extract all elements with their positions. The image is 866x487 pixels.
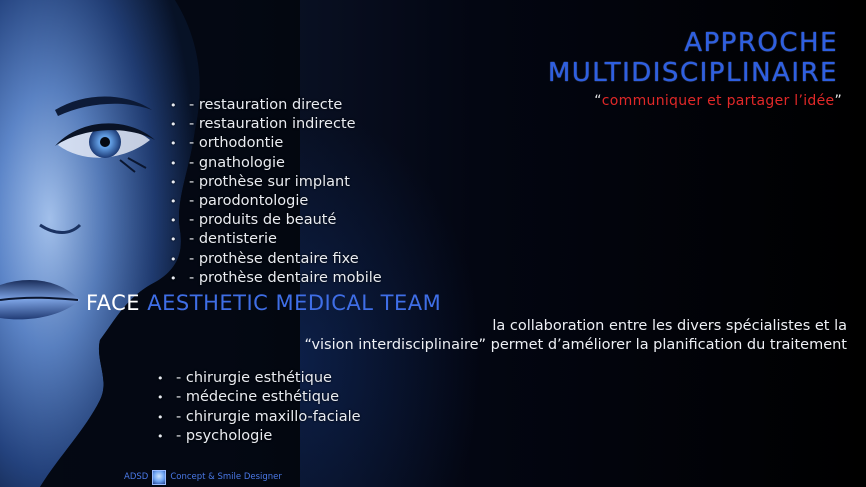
list-item-text: - chirurgie maxillo-faciale <box>176 408 361 425</box>
smile-logo-icon <box>152 470 166 485</box>
bullet: • <box>157 410 164 424</box>
list-item-text: - chirurgie esthétique <box>176 370 332 386</box>
bullet: • <box>157 430 164 444</box>
list-item-text: - gnathologie <box>189 154 285 171</box>
collaboration-line-1: la collaboration entre les divers spécialistes et la <box>492 318 847 334</box>
medical-specialties-list <box>157 369 361 447</box>
list-item <box>170 211 382 230</box>
bullet: • <box>170 271 177 285</box>
bullet: • <box>170 195 177 209</box>
bullet: • <box>170 137 177 151</box>
bullet: • <box>170 156 177 170</box>
tagline <box>594 93 842 109</box>
list-item-text: - dentisterie <box>189 231 277 248</box>
tagline-open-quote: “ <box>594 93 602 109</box>
bullet: • <box>170 99 177 112</box>
list-item-text: - médecine esthétique <box>176 389 340 406</box>
bullet: • <box>170 118 177 132</box>
bullet: • <box>157 391 164 405</box>
tagline-close-quote: ” <box>834 93 842 109</box>
team-accent: AESTHETIC MEDICAL TEAM <box>147 291 442 315</box>
list-item <box>170 250 382 269</box>
tagline-text: communiquer et partager l’idée <box>601 93 835 109</box>
list-item-text: - prothèse dentaire fixe <box>189 250 359 267</box>
bullet: • <box>170 214 177 228</box>
list-item <box>170 192 382 211</box>
bullet: • <box>157 372 164 385</box>
list-item-text: - parodontologie <box>189 193 309 210</box>
list-item <box>170 96 382 115</box>
bullet: • <box>170 175 177 189</box>
list-item <box>170 134 382 153</box>
collaboration-line-2: “vision interdisciplinaire” permet d’améliorer la planification du traitement <box>304 337 847 353</box>
list-item <box>170 269 382 288</box>
list-item <box>157 427 361 446</box>
list-item <box>157 388 361 407</box>
footer-tagline: Concept & Smile Designer <box>170 472 282 482</box>
list-item-text: - restauration directe <box>189 97 343 113</box>
list-item-text: - restauration indirecte <box>189 116 356 133</box>
list-item <box>157 369 361 388</box>
title-line-1: APPROCHE <box>684 28 838 58</box>
footer <box>124 470 282 484</box>
list-item <box>170 154 382 173</box>
list-item <box>170 230 382 249</box>
list-item-text: - prothèse sur implant <box>189 173 350 190</box>
list-item <box>157 408 361 427</box>
list-item-text: - psychologie <box>176 428 273 445</box>
list-item-text: - orthodontie <box>189 135 284 152</box>
footer-brand: ADSD <box>124 472 149 482</box>
title-line-2: MULTIDISCIPLINAIRE <box>547 58 838 88</box>
team-prefix: FACE <box>86 291 141 315</box>
list-item <box>170 115 382 134</box>
list-item <box>170 173 382 192</box>
bullet: • <box>170 252 177 266</box>
list-item-text: - prothèse dentaire mobile <box>189 269 382 286</box>
list-item-text: - produits de beauté <box>189 212 337 229</box>
team-heading <box>86 291 441 315</box>
bullet: • <box>170 233 177 247</box>
dental-specialties-list <box>170 96 382 288</box>
